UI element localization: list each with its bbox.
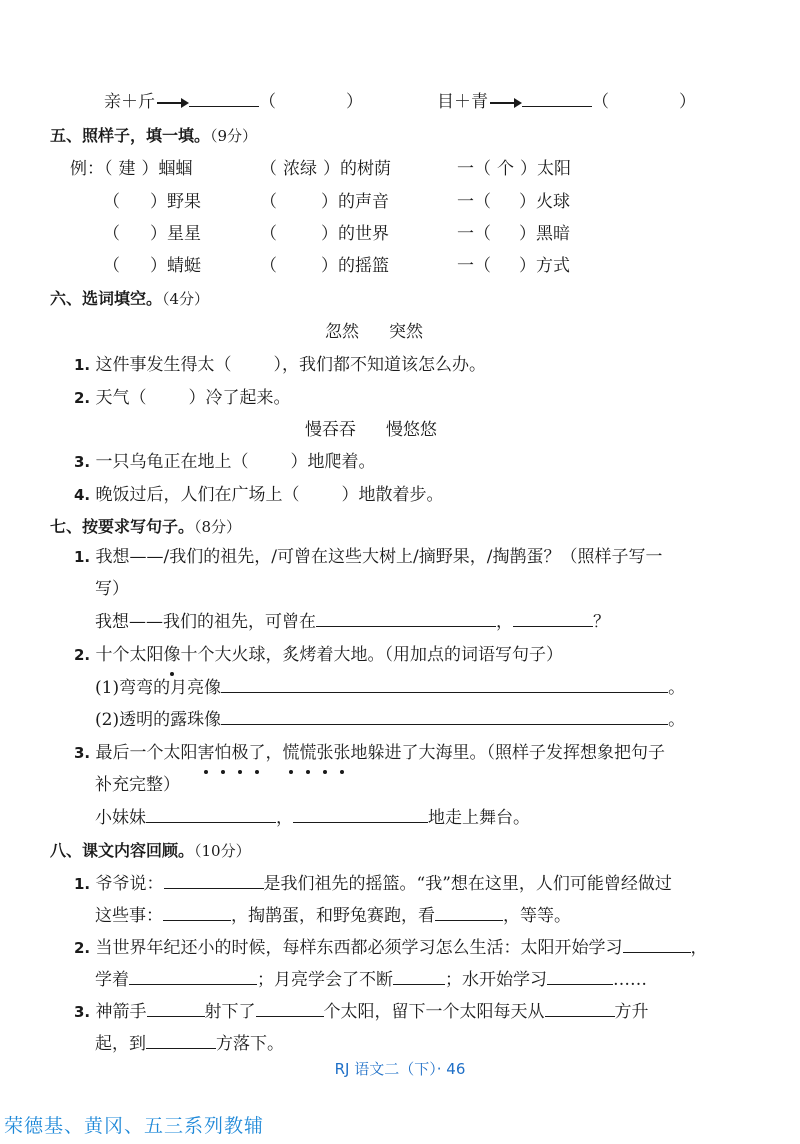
- s5-row-2-c: 一（ ）黑暗: [457, 224, 570, 244]
- row-prefix: 一: [457, 192, 474, 212]
- question-number: 2.: [74, 939, 91, 957]
- question-text: 我想——我们的祖先，可曾在: [95, 612, 316, 632]
- answer-blank[interactable]: [129, 968, 257, 985]
- paren-blank[interactable]: （ ）: [592, 92, 696, 112]
- question-text: ，我们都不知道该怎么办。: [282, 355, 487, 375]
- s7-q1-line2: 写）: [95, 579, 129, 599]
- section-points: （10分）: [194, 842, 251, 860]
- word-choice-1: [325, 320, 423, 344]
- answer-blank[interactable]: [513, 610, 593, 627]
- question-text: 地走上舞台。: [428, 808, 530, 828]
- s8-q1-line1: [74, 872, 672, 896]
- section-6-heading: [50, 287, 209, 311]
- answer-blank[interactable]: [146, 806, 276, 823]
- row-noun: 的世界: [338, 224, 389, 244]
- question-number: 2.: [74, 389, 91, 407]
- answer-blank[interactable]: [146, 1032, 216, 1049]
- row-noun: 星星: [167, 224, 201, 244]
- answer-blank[interactable]: [547, 968, 613, 985]
- answer-blank[interactable]: [256, 1000, 324, 1017]
- question-text: 晚饭过后，人们在广场上: [95, 485, 283, 505]
- question-text: ，: [690, 938, 708, 958]
- example-noun: 的树荫: [340, 159, 391, 179]
- example-fill: 个: [497, 159, 514, 179]
- section-8-heading: [50, 839, 251, 863]
- arrow-right-icon: [490, 102, 520, 104]
- question-text: ；水开始学习: [445, 970, 547, 990]
- s5-row-3-b: （ ）的摇篮: [260, 256, 389, 276]
- section-title: 七、按要求写句子。: [50, 517, 195, 536]
- s8-q1-line2: [95, 904, 571, 928]
- question-text: 这件事发生得太: [95, 355, 215, 375]
- s5-example-b: （ 浓绿 ）的树荫: [260, 159, 391, 179]
- s7-q2-sub2: [95, 708, 685, 732]
- s5-row-1-a: （ ）野果: [103, 192, 201, 212]
- question-text: 。: [668, 710, 686, 730]
- answer-blank[interactable]: [164, 872, 264, 889]
- word-option: 突然: [389, 322, 423, 342]
- question-text: 冷了起来。: [205, 388, 291, 408]
- question-text: ，: [276, 808, 293, 828]
- answer-blank[interactable]: [522, 90, 592, 107]
- question-number: 3.: [74, 453, 91, 471]
- question-text: ，掏鹊蛋，和野兔赛跑，看: [231, 906, 435, 926]
- question-text: 十个大火球，炙烤着大地。（用加点的词语写句子）: [180, 645, 564, 665]
- example-fill: 浓绿: [283, 159, 317, 179]
- answer-blank[interactable]: [545, 1000, 615, 1017]
- s5-row-2-a: （ ）星星: [103, 224, 201, 244]
- s6-q2: 2. 天气（ ）冷了起来。: [74, 388, 291, 408]
- question-text: 十个太阳: [95, 645, 164, 665]
- formula-right: 目＋青: [437, 92, 488, 112]
- s7-q3-line1: [74, 741, 665, 765]
- s5-example-c: 一（ 个 ）太阳: [457, 159, 571, 179]
- s6-q1: 1. 这件事发生得太（ ），我们都不知道该怎么办。: [74, 355, 487, 375]
- s8-q2-line2: [95, 968, 647, 992]
- formula-left: 亲＋斤: [104, 92, 155, 112]
- question-number: 2.: [74, 646, 91, 664]
- answer-blank[interactable]: [623, 936, 691, 953]
- s5-row-2-b: （ ）的世界: [260, 224, 389, 244]
- question-number: 4.: [74, 486, 91, 504]
- section-points: （4分）: [162, 290, 210, 308]
- emphasized-phrase: 慌慌张张: [282, 743, 351, 763]
- s8-q3-line1: [74, 1000, 649, 1024]
- answer-blank[interactable]: [393, 968, 445, 985]
- question-text: 地爬着。: [307, 452, 376, 472]
- question-text: 当世界年纪还小的时候，每样东西都必须学习怎么生活：太阳开始学习: [95, 938, 623, 958]
- emphasized-phrase: 害怕极了: [197, 743, 266, 763]
- s7-q1-fill: [95, 610, 610, 634]
- question-text: 方落下。: [216, 1034, 284, 1054]
- section-7-heading: [50, 515, 241, 539]
- question-text: ？: [593, 612, 610, 632]
- answer-blank[interactable]: [221, 708, 668, 725]
- s5-row-3-a: （ ）蜻蜓: [103, 256, 201, 276]
- row-noun: 野果: [167, 192, 201, 212]
- arrow-right-icon: [157, 102, 187, 104]
- row-noun: 蜻蜓: [167, 256, 201, 276]
- answer-blank[interactable]: [147, 1000, 205, 1017]
- question-number: 3.: [74, 1003, 91, 1021]
- question-text: ，等等。: [503, 906, 571, 926]
- publisher-brand: 荣德基、黄冈、五三系列教辅: [4, 1115, 265, 1137]
- question-text: 地躲进了大海里。（照样子发挥想象把句子: [350, 743, 666, 763]
- answer-blank[interactable]: [435, 904, 503, 921]
- s7-q2-sub1: [95, 676, 685, 700]
- example-fill: 建: [118, 159, 136, 179]
- answer-blank[interactable]: [316, 610, 496, 627]
- word-option: 慢悠悠: [386, 420, 437, 440]
- question-text: 方升: [614, 1002, 649, 1022]
- question-number: 1.: [74, 356, 91, 374]
- s5-example-a: 例：（ 建 ）蝈蝈: [70, 159, 193, 179]
- s6-q4: 4. 晚饭过后，人们在广场上（ ）地散着步。: [74, 485, 444, 505]
- section-points: （8分）: [194, 518, 242, 536]
- question-number: 1.: [74, 548, 91, 566]
- question-text: 起，到: [95, 1034, 146, 1054]
- answer-blank[interactable]: [189, 90, 259, 107]
- s6-q3: 3. 一只乌龟正在地上（ ）地爬着。: [74, 452, 376, 472]
- s5-row-1-c: 一（ ）火球: [457, 192, 570, 212]
- question-number: 3.: [74, 744, 91, 762]
- section-points: （9分）: [210, 127, 258, 145]
- question-text: ，: [265, 743, 283, 763]
- row-noun: 的声音: [338, 192, 389, 212]
- question-text: 地散着步。: [358, 485, 444, 505]
- page-footer-label: RJ 语文二（下）· 46: [334, 1060, 466, 1078]
- row-noun: 火球: [536, 192, 570, 212]
- s7-q1-line1: [74, 545, 662, 569]
- question-text: 神箭手: [95, 1002, 147, 1022]
- question-text: 我想——/我们的祖先，/可曾在这些大树上/摘野果，/掏鹊蛋？（照样子写一: [95, 547, 663, 567]
- section-5-heading: [50, 124, 257, 148]
- section-title: 六、选词填空。: [50, 289, 163, 308]
- section-title: 八、课文内容回顾。: [50, 841, 195, 860]
- row-prefix: 一: [457, 256, 474, 276]
- question-text: 个太阳，留下一个太阳每天从: [323, 1002, 545, 1022]
- question-text: 射下了: [204, 1002, 256, 1022]
- word-option: 忽然: [325, 322, 359, 342]
- row-noun: 方式: [536, 256, 570, 276]
- question-text: 小妹妹: [95, 808, 146, 828]
- question-text: 爷爷说：: [95, 874, 164, 894]
- formula-row-right: [437, 90, 696, 114]
- paren-blank[interactable]: （ ）: [259, 92, 363, 112]
- question-text: 天气: [95, 388, 130, 408]
- formula-row-left: [104, 90, 363, 114]
- emphasized-word: 像: [163, 645, 181, 665]
- row-noun: 黑暗: [536, 224, 570, 244]
- question-text: (1)弯弯的月亮像: [95, 678, 222, 698]
- s8-q3-line2: [95, 1032, 284, 1056]
- row-noun: 的摇篮: [338, 256, 389, 276]
- s7-q2: [74, 643, 563, 667]
- answer-blank[interactable]: [221, 676, 668, 693]
- question-text: 。: [668, 678, 686, 698]
- s5-row-1-b: （ ）的声音: [260, 192, 389, 212]
- question-text: 一只乌龟正在地上: [95, 452, 232, 472]
- question-text: ，: [496, 612, 513, 632]
- question-text: (2)透明的露珠像: [95, 710, 222, 730]
- question-text: 最后一个太阳: [95, 743, 198, 763]
- question-text: ；月亮学会了不断: [257, 970, 393, 990]
- question-number: 1.: [74, 875, 91, 893]
- s8-q2-line1: [74, 936, 708, 960]
- example-noun: 太阳: [537, 159, 571, 179]
- question-text: 学着: [95, 970, 129, 990]
- question-text: ……: [613, 970, 647, 990]
- question-text: 这些事：: [95, 906, 163, 926]
- example-noun: 蝈蝈: [158, 159, 193, 179]
- word-option: 慢吞吞: [305, 420, 356, 440]
- section-title: 五、照样子，填一填。: [50, 126, 211, 145]
- answer-blank[interactable]: [163, 904, 231, 921]
- row-prefix: 一: [457, 224, 474, 244]
- s5-row-3-c: 一（ ）方式: [457, 256, 570, 276]
- answer-blank[interactable]: [293, 806, 428, 823]
- example-prefix: 一: [457, 159, 474, 179]
- word-choice-2: [305, 418, 437, 442]
- question-text: 是我们祖先的摇篮。“我”想在这里，人们可能曾经做过: [263, 874, 672, 894]
- s7-q3-line2: 补充完整）: [95, 775, 180, 795]
- example-prefix: 例：: [70, 159, 104, 179]
- s7-q3-fill: [95, 806, 530, 830]
